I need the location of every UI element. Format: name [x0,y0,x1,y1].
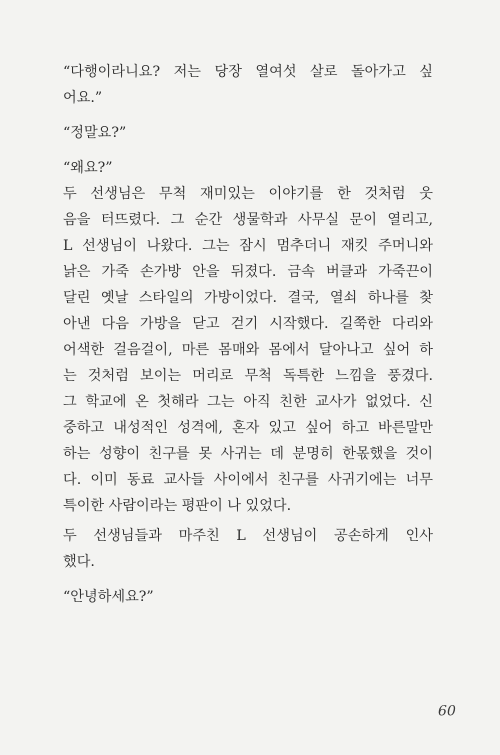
text-line: 그 학교에 온 첫해라 그는 아직 친한 교사가 없었다. 신 [63,394,433,410]
text-line: 는 것처럼 보이는 머리로 무척 독특한 느낌을 풍겼다. [63,368,433,384]
text-line: 특이한 사람이라는 평판이 나 있었다. [63,498,292,514]
text-line: “안녕하세요?” [63,589,154,605]
text-line: 음을 터뜨렸다. 그 순간 생물학과 사무실 문이 열리고, [63,212,433,228]
text-line: 두 선생님들과 마주친 L 선생님이 공손하게 인사 [63,528,433,544]
text-line: 낡은 가죽 손가방 안을 뒤졌다. 금속 버클과 가죽끈이 [63,264,433,280]
text-line: “왜요?” [63,160,113,176]
text-line: 중하고 내성적인 성격에, 혼자 있고 싶어 하고 바른말만 [63,420,433,436]
text-line: 어요.” [63,90,103,106]
text-line: 달린 옛날 스타일의 가방이었다. 결국, 열쇠 하나를 찾 [63,290,433,306]
text-line: 다. 이미 동료 교사들 사이에서 친구를 사귀기에는 너무 [63,472,433,488]
text-line: 두 선생님은 무척 재미있는 이야기를 한 것처럼 웃 [63,186,433,202]
text-line: L 선생님이 나왔다. 그는 잠시 멈추더니 재킷 주머니와 [63,238,433,254]
text-line: 아낸 다음 가방을 닫고 걷기 시작했다. 길쭉한 다리와 [63,316,433,332]
text-line: 어색한 걸음걸이, 마른 몸매와 몸에서 달아나고 싶어 하 [63,342,433,358]
text-line: 하는 성향이 친구를 못 사귀는 데 분명히 한몫했을 것이 [63,446,433,462]
text-line: “다행이라니요? 저는 당장 열여섯 살로 돌아가고 싶 [63,64,433,80]
text-line: 했다. [63,554,95,570]
text-line: “정말요?” [63,125,127,141]
page-number: 09 [438,701,456,717]
